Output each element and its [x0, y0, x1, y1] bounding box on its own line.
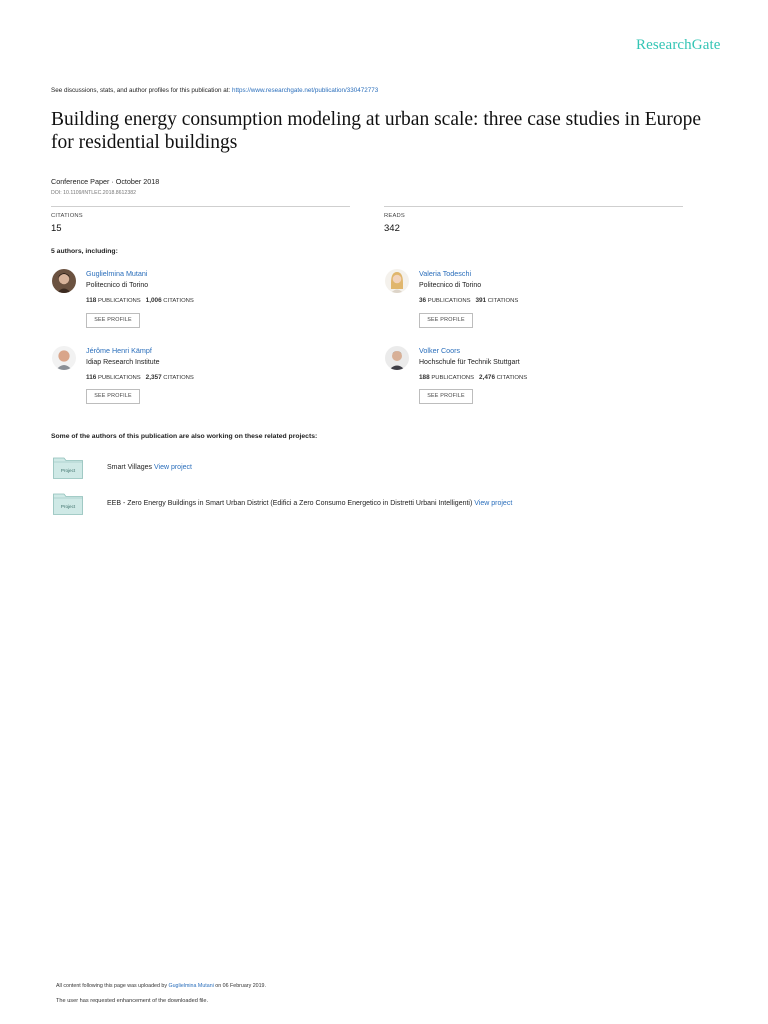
- project-icon-label: Project: [60, 504, 76, 509]
- view-project-link[interactable]: View project: [474, 500, 513, 507]
- project-item: [107, 500, 512, 507]
- author-publications-label: PUBLICATIONS: [427, 298, 471, 304]
- author-institution: Politecnico di Torino: [419, 282, 482, 289]
- author-citations-label: CITATIONS: [163, 375, 194, 381]
- citations-value: 15: [51, 223, 62, 234]
- enhancement-request-note: The user has requested enhancement of the downloaded file.: [56, 998, 209, 1004]
- author-publications-count: 118: [86, 297, 97, 304]
- reads-value: 342: [384, 223, 400, 234]
- author-publications-count: 116: [86, 374, 97, 381]
- author-publications-count: 188: [419, 374, 430, 381]
- project-name: Smart Villages: [107, 464, 153, 471]
- author-citations-count: 1,006: [145, 297, 162, 304]
- author-stats: [86, 297, 194, 304]
- author-institution: Hochschule für Technik Stuttgart: [419, 359, 520, 366]
- publication-type: Conference Paper · October 2018: [51, 177, 160, 186]
- author-institution: Politecnico di Torino: [86, 282, 149, 289]
- author-publications-label: PUBLICATIONS: [431, 375, 475, 381]
- author-avatar[interactable]: [385, 346, 409, 370]
- publication-title: Building energy consumption modeling at urban scale: three case studies in Europe for residential buildings: [51, 109, 702, 153]
- project-folder-icon: [53, 457, 83, 479]
- author-stats: [86, 374, 194, 381]
- author-photo-icon: [385, 269, 409, 293]
- publication-url-note: [51, 87, 378, 94]
- author-photo-icon: [385, 346, 409, 370]
- author-publications-count: 36: [419, 297, 427, 304]
- see-profile-button[interactable]: SEE PROFILE: [419, 389, 473, 404]
- related-projects-heading: Some of the authors of this publication are also working on these related projects:: [51, 433, 318, 440]
- project-name: EEB - Zero Energy Buildings in Smart Urban District (Edifici a Zero Consumo Energetico in Distretti Urbani Intelligenti): [107, 500, 473, 507]
- see-profile-button[interactable]: SEE PROFILE: [419, 313, 473, 328]
- author-name[interactable]: Jérôme Henri Kämpf: [86, 346, 152, 355]
- author-name[interactable]: Volker Coors: [419, 346, 461, 355]
- author-publications-label: PUBLICATIONS: [97, 298, 141, 304]
- author-name[interactable]: Valeria Todeschi: [419, 269, 472, 278]
- author-photo-icon: [52, 269, 76, 293]
- author-avatar[interactable]: [52, 346, 76, 370]
- view-project-link[interactable]: View project: [153, 464, 192, 471]
- project-icon-label: Project: [60, 468, 76, 473]
- author-photo-icon: [52, 346, 76, 370]
- project-folder-icon: [53, 493, 83, 515]
- authors-heading: 5 authors, including:: [51, 248, 118, 255]
- author-citations-count: 2,357: [145, 374, 162, 381]
- project-item: [107, 464, 192, 471]
- upload-note: [56, 983, 266, 989]
- publication-doi: DOI: 10.1109/INTLEC.2018.8612382: [51, 190, 136, 196]
- uploader-link[interactable]: Guglielmina Mutani: [168, 983, 214, 989]
- author-institution: Idiap Research Institute: [86, 359, 160, 366]
- author-stats: [419, 297, 518, 304]
- author-stats: [419, 374, 527, 381]
- researchgate-logo[interactable]: ResearchGate: [636, 37, 721, 53]
- author-publications-label: PUBLICATIONS: [97, 375, 141, 381]
- author-avatar[interactable]: [52, 269, 76, 293]
- reads-label: READS: [384, 213, 405, 219]
- citations-divider: [51, 206, 350, 207]
- author-citations-count: 391: [475, 297, 487, 304]
- author-avatar[interactable]: [385, 269, 409, 293]
- upload-note-suffix: on 06 February 2019.: [213, 983, 266, 989]
- author-citations-count: 2,476: [479, 374, 496, 381]
- see-profile-button[interactable]: SEE PROFILE: [86, 389, 140, 404]
- upload-note-prefix: All content following this page was uploaded by: [56, 983, 169, 989]
- reads-divider: [384, 206, 683, 207]
- author-citations-label: CITATIONS: [496, 375, 528, 381]
- publication-url-note-text: See discussions, stats, and author profiles for this publication at:: [51, 87, 232, 94]
- see-profile-button[interactable]: SEE PROFILE: [86, 313, 140, 328]
- citations-label: CITATIONS: [51, 213, 83, 219]
- author-citations-label: CITATIONS: [487, 298, 519, 304]
- publication-url-link[interactable]: https://www.researchgate.net/publication/330472773: [231, 87, 379, 94]
- author-citations-label: CITATIONS: [163, 298, 194, 304]
- author-name[interactable]: Guglielmina Mutani: [86, 269, 148, 278]
